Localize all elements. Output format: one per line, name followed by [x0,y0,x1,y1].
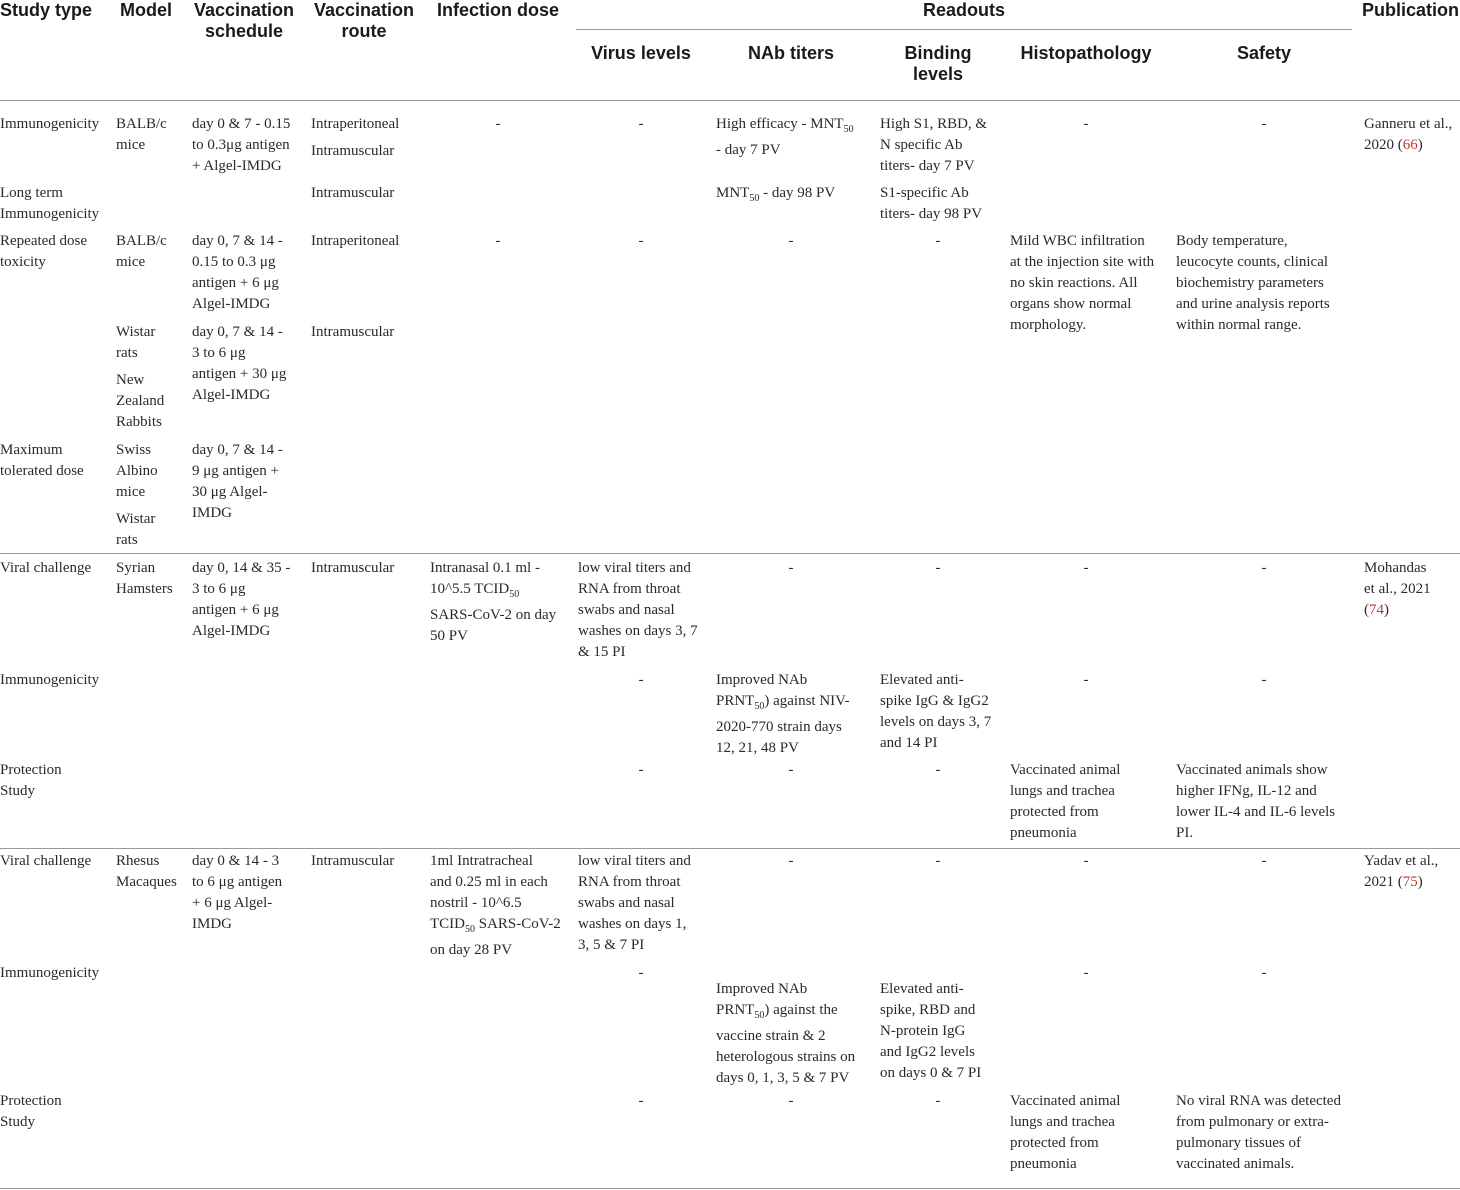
g2-r1-binding-levels: - [935,560,941,576]
g2-r1-route: Intramuscular [311,560,395,576]
g2-publication: Mohandas et al., 2021 (74) [1364,560,1431,618]
group1-bottom-rule [0,553,1460,554]
g1-r3-study-type: Repeated dose toxicity [0,233,88,270]
g1-r1-route-2: Intramuscular [311,143,395,159]
g3-r1-infection-dose: 1ml Intratracheal and 0.25 ml in each nostril - 10^6.5 $TCID_{50}$ SARS-CoV-2 on day 28 PV [430,853,561,958]
g3-r2-virus-levels: - [638,965,644,981]
g2-r1-model: Syrian Hamsters [116,560,173,597]
g3-r1-nab-titers: - [788,853,794,869]
g2-r2-study-type: Immunogenicity [0,672,100,688]
g3-r3-virus-levels: - [638,1093,644,1109]
header-vaccination-schedule: Vaccination schedule [193,0,295,41]
g1-r1-infection-dose: - [495,116,501,132]
g2-r1-virus-levels: low viral titers and RNA from throat swabs and nasal washes on days 3, 7 & 15 PI [578,560,698,660]
g1-r4-model: Wistar rats [116,324,156,361]
header-bottom-rule [0,100,1460,101]
g1-r4-schedule: day 0, 7 & 14 - 3 to 6 μg antigen + 30 μg Algel-IMDG [192,324,287,403]
g1-r3-binding-levels: - [935,233,941,249]
header-model: Model [120,0,172,20]
g1-r1-schedule: day 0 & 7 - 0.15 to 0.3μg antigen + Algel-IMDG [192,116,291,174]
g3-r1-histopathology: - [1083,853,1089,869]
g2-r1-nab-titers: - [788,560,794,576]
table-bottom-rule [0,1188,1460,1189]
readouts-subheader-rule [576,29,1352,30]
g2-r3-histopathology: Vaccinated animal lungs and trachea protected from pneumonia [1010,762,1121,841]
g2-r2-histopathology: - [1083,672,1089,688]
g1-r6-study-type: Maximum tolerated dose [0,442,84,479]
g1-r1-route-1: Intraperitoneal [311,116,400,132]
header-vaccination-route: Vaccination route [313,0,415,41]
g1-r1-safety: - [1261,116,1267,132]
header-infection-dose: Infection dose [436,0,559,20]
g3-r2-study-type: Immunogenicity [0,965,100,981]
g3-r2-nab-titers: Improved NAb $PRNT_{50}$) against the vaccine strain & 2 heterologous strains on days 0, 1, 3, 5 & 7 PV [716,981,856,1086]
g2-r1-schedule: day 0, 14 & 35 - 3 to 6 μg antigen + 6 μg Algel-IMDG [192,560,291,639]
g1-r3-schedule: day 0, 7 & 14 - 0.15 to 0.3 μg antigen + 6 μg Algel-IMDG [192,233,283,312]
g1-r3-route: Intraperitoneal [311,233,400,249]
g1-r2-nab-titers: $MNT_{50}$ - day 98 PV [716,185,836,204]
g1-publication: Ganneru et al., 2020 (66) [1364,116,1453,153]
g3-r1-safety: - [1261,853,1267,869]
g3-r1-study-type: Viral challenge [0,853,92,869]
g2-r2-binding-levels: Elevated anti- spike IgG & IgG2 levels on days 3, 7 and 14 PI [880,672,992,751]
header-histopathology: Histopathology [1020,43,1152,63]
g1-r1-nab-titers: High efficacy - $MNT_{50}$ - day 7 PV [716,116,854,158]
g1-r3-nab-titers: - [788,233,794,249]
g2-r1-safety: - [1261,560,1267,576]
g1-r3-virus-levels: - [638,233,644,249]
g1-r3-safety: Body temperature, leucocyte counts, clinical biochemistry parameters and urine analysis reports within normal range. [1176,233,1330,333]
g3-r3-histopathology: Vaccinated animal lungs and trachea protected from pneumonia [1010,1093,1121,1172]
g1-r1-study-type: Immunogenicity [0,116,100,132]
g1-r5-model: New Zealand Rabbits [116,372,165,430]
g1-r4-route: Intramuscular [311,324,395,340]
g3-r3-safety: No viral RNA was detected from pulmonary or extra- pulmonary tissues of vaccinated animals. [1176,1093,1341,1172]
g1-r2-binding-levels: S1-specific Ab titers- day 98 PV [880,185,983,222]
g3-publication: Yadav et al., 2021 (75) [1364,853,1439,890]
g2-r3-binding-levels: - [935,762,941,778]
g2-r3-safety: Vaccinated animals show higher IFNg, IL-12 and lower IL-4 and IL-6 levels PI. [1176,762,1336,841]
group2-bottom-rule [0,848,1460,849]
g2-r3-virus-levels: - [638,762,644,778]
g3-r1-binding-levels: - [935,853,941,869]
header-publication: Publication [1362,0,1460,20]
g3-r3-nab-titers: - [788,1093,794,1109]
g3-r2-safety: - [1261,965,1267,981]
header-safety: Safety [1236,43,1292,63]
g1-r2-route: Intramuscular [311,185,395,201]
g1-r3-model: BALB/c mice [116,233,167,270]
g2-r3-study-type: Protection Study [0,762,62,799]
g1-r2-study-type: Long term Immunogenicity [0,185,100,222]
header-binding-levels: Binding levels [904,43,972,84]
header-readouts: Readouts [922,0,1005,20]
g1-r1-binding-levels: High S1, RBD, & N specific Ab titers- day 7 PV [880,116,988,174]
g3-r3-binding-levels: - [935,1093,941,1109]
g2-r1-infection-dose: Intranasal 0.1 ml - 10^5.5 $TCID_{50}$ SARS-CoV-2 on day 50 PV [430,560,557,644]
header-nab-titers: NAb titers [747,43,834,63]
g3-r1-virus-levels: low viral titers and RNA from throat swabs and nasal washes on days 1, 3, 5 & 7 PI [578,853,691,953]
g2-r2-safety: - [1261,672,1267,688]
g2-reference-link[interactable]: 74 [1369,602,1384,618]
g2-r2-virus-levels: - [638,672,644,688]
g3-r1-model: Rhesus Macaques [116,853,177,890]
g3-r1-schedule: day 0 & 14 - 3 to 6 μg antigen + 6 μg Algel- IMDG [192,853,283,932]
g3-r1-route: Intramuscular [311,853,395,869]
header-virus-levels: Virus levels [591,43,691,63]
g1-r1-model: BALB/c mice [116,116,167,153]
g1-reference-link[interactable]: 66 [1402,137,1418,153]
g2-r1-study-type: Viral challenge [0,560,92,576]
g1-r3-histopathology: Mild WBC infiltration at the injection site with no skin reactions. All organs show normal morphology. [1010,233,1155,333]
g1-r1-histopathology: - [1083,116,1089,132]
g2-r2-nab-titers: Improved NAb $PRNT_{50}$) against NIV- 2020-770 strain days 12, 21, 48 PV [716,672,850,756]
header-study-type: Study type [0,0,93,20]
g1-r1-virus-levels: - [638,116,644,132]
g3-r3-study-type: Protection Study [0,1093,62,1130]
g3-r2-histopathology: - [1083,965,1089,981]
g3-reference-link[interactable]: 75 [1402,874,1418,890]
g2-r1-histopathology: - [1083,560,1089,576]
g2-r3-nab-titers: - [788,762,794,778]
g1-r6-schedule: day 0, 7 & 14 - 9 μg antigen + 30 μg Algel- IMDG [192,442,283,521]
g1-r7-model: Wistar rats [116,511,156,548]
g1-r3-infection-dose: - [495,233,501,249]
g1-r6-model: Swiss Albino mice [116,442,158,500]
g3-r2-binding-levels: Elevated anti- spike, RBD and N-protein IgG and IgG2 levels on days 0 & 7 PI [880,981,982,1081]
